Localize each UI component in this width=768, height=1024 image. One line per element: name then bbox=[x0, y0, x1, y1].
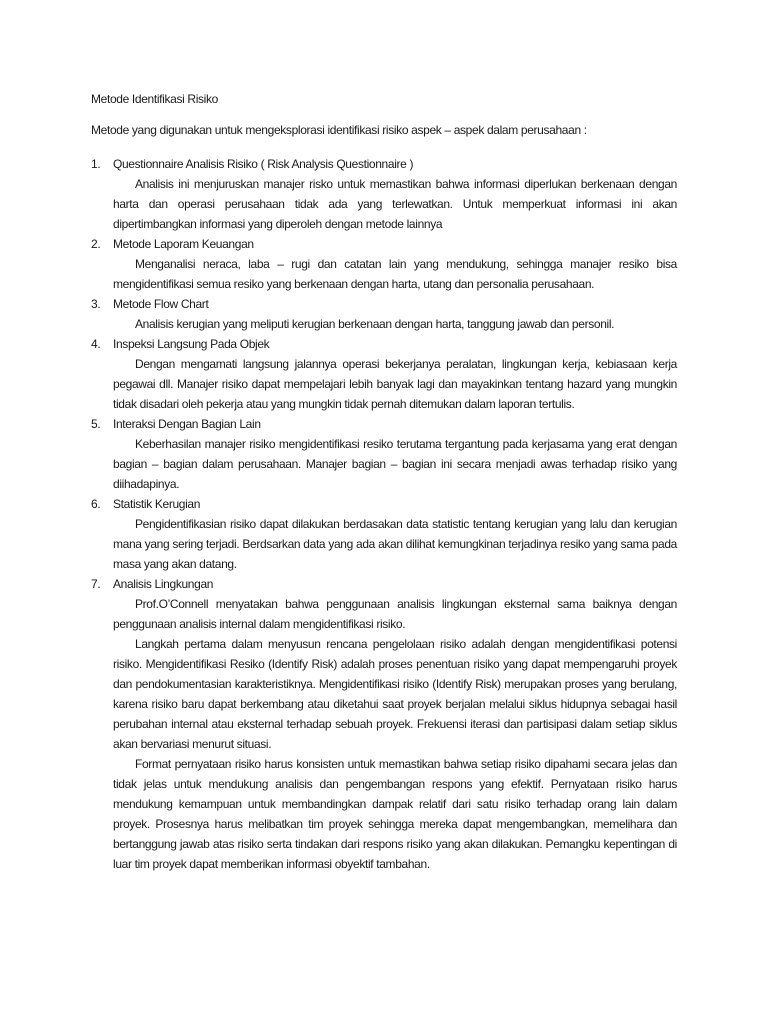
list-item-number: 7. bbox=[91, 577, 101, 591]
list-item bbox=[91, 154, 677, 234]
list-item-heading: Statistik Kerugian bbox=[113, 497, 201, 511]
list-item-number: 6. bbox=[91, 497, 101, 511]
list-item bbox=[91, 414, 677, 494]
list-item-heading: Analisis Lingkungan bbox=[113, 577, 214, 591]
list-item-number: 4. bbox=[91, 337, 101, 351]
numbered-list bbox=[91, 154, 677, 874]
list-item-number: 3. bbox=[91, 297, 101, 311]
list-item bbox=[91, 574, 677, 874]
list-item bbox=[91, 234, 677, 294]
document-title: Metode Identifikasi Risiko bbox=[91, 92, 218, 106]
list-item-heading: Metode Laporam Keuangan bbox=[113, 237, 254, 251]
list-item-number: 5. bbox=[91, 417, 101, 431]
list-item-paragraph: Analisis kerugian yang meliputi kerugian berkenaan dengan harta, tanggung jawab dan personil. bbox=[135, 317, 615, 331]
list-item-heading: Inspeksi Langsung Pada Objek bbox=[113, 337, 270, 351]
list-item-paragraph: Pengidentifikasian risiko dapat dilakukan berdasakan data statistic tentang kerugian yang lalu dan kerugian mana yang sering terjadi. Berdsarkan data yang ada akan dilihat kemungkinan terjadinya resiko yang sama pada masa yang akan datang. bbox=[113, 517, 677, 571]
list-item bbox=[91, 494, 677, 574]
list-item-paragraph: Format pernyataan risiko harus konsisten untuk memastikan bahwa setiap risiko dipahami secara jelas dan tidak jelas untuk mendukung analisis dan pengembangan respons yang efektif. Pernyataan risiko harus mendukung kemampuan untuk membandingkan dampak relatif dari satu risiko terhadap orang lain dalam proyek. Prosesnya harus melibatkan tim proyek sehingga mereka dapat mengembangkan, memelihara dan bertanggung jawab atas risiko serta tindakan dari respons risiko yang akan dilakukan. Pemangku kepentingan di luar tim proyek dapat memberikan informasi obyektif tambahan. bbox=[113, 757, 677, 871]
list-item bbox=[91, 294, 677, 334]
list-item-paragraph: Langkah pertama dalam menyusun rencana pengelolaan risiko adalah dengan mengidentifikasi potensi risiko. Mengidentifikasi Resiko (Identify Risk) adalah proses penentuan risiko yang dapat mempengaruhi proyek dan pendokumentasian karakteristiknya. Mengidentifikasi risiko (Identify Risk) merupakan proses yang berulang, karena risiko baru dapat berkembang atau diketahui saat proyek berjalan melalui siklus hidupnya sebagai hasil perubahan internal atau eksternal terhadap sebuah proyek. Frekuensi iterasi dan partisipasi dalam setiap siklus akan bervariasi menurut situasi. bbox=[113, 637, 677, 751]
list-item-heading: Metode Flow Chart bbox=[113, 297, 209, 311]
list-item-heading: Questionnaire Analisis Risiko ( Risk Analysis Questionnaire ) bbox=[113, 157, 414, 171]
list-item-paragraph: Prof.O’Connell menyatakan bahwa penggunaan analisis lingkungan eksternal sama baiknya dengan penggunaan analisis internal dalam mengidentifikasi risiko. bbox=[113, 597, 677, 631]
list-item bbox=[91, 334, 677, 414]
list-item-heading: Interaksi Dengan Bagian Lain bbox=[113, 417, 261, 431]
list-item-paragraph: Keberhasilan manajer risiko mengidentifikasi resiko terutama tergantung pada kerjasama yang erat dengan bagian – bagian dalam perusahaan. Manajer bagian – bagian ini secara menjadi awas terhadap risiko yang diihadapinya. bbox=[113, 437, 677, 491]
list-item-paragraph: Dengan mengamati langsung jalannya operasi bekerjanya peralatan, lingkungan kerja, kebiasaan kerja pegawai dll. Manajer risiko dapat mempelajari lebih banyak lagi dan mayakinkan tentang hazard yang mungkin tidak disadari oleh pekerja atau yang mungkin tidak pernah ditemukan dalam laporan tertulis. bbox=[113, 357, 677, 411]
list-item-number: 2. bbox=[91, 237, 101, 251]
list-item-paragraph: Menganalisi neraca, laba – rugi dan catatan lain yang mendukung, sehingga manajer resiko bisa mengidentifikasi semua resiko yang berkenaan dengan harta, utang dan personalia perusahaan. bbox=[113, 257, 677, 291]
list-item-paragraph: Analisis ini menjuruskan manajer risko untuk memastikan bahwa informasi diperlukan berkenaan dengan harta dan operasi perusahaan tidak ada yang terlewatkan. Untuk memperkuat informasi ini akan dipertimbangkan informasi yang diperoleh dengan metode lainnya bbox=[113, 177, 677, 231]
intro-paragraph: Metode yang digunakan untuk mengeksplorasi identifikasi risiko aspek – aspek dalam perusahaan : bbox=[91, 123, 587, 137]
list-item-number: 1. bbox=[91, 157, 101, 171]
